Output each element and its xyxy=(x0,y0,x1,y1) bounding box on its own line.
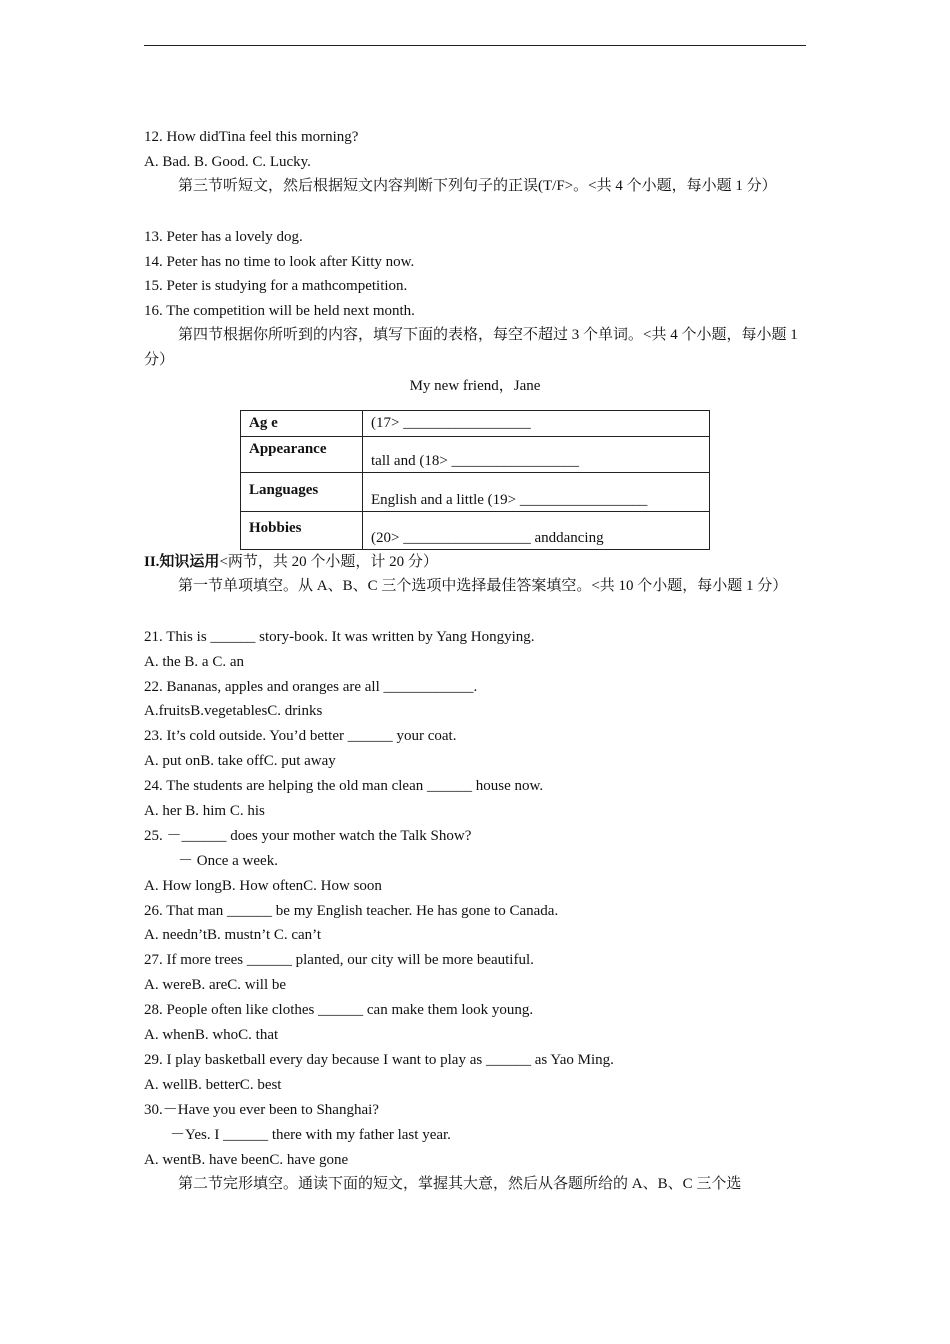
appearance-blank: tall and (18> _________________ xyxy=(363,437,710,473)
question-24-options: A. her B. him C. his xyxy=(144,803,265,819)
section-3-instructions: 第三节听短文，然后根据短文内容判断下列句子的正误(T/F>。<共 4 个小题，每小题 1 分） xyxy=(178,178,777,194)
question-23-options: A. put onB. take offC. put away xyxy=(144,753,336,769)
question-30: 30.－Have you ever been to Shanghai? xyxy=(144,1102,379,1118)
question-30-options: A. wentB. have beenC. have gone xyxy=(144,1152,349,1168)
header-rule xyxy=(144,45,806,46)
question-21: 21. This is ______ story-book. It was written by Yang Hongying. xyxy=(144,629,535,645)
question-26-options: A. needn’tB. mustn’t C. can’t xyxy=(144,927,322,943)
part-2-heading xyxy=(144,553,438,571)
question-23: 23. It’s cold outside. You’d better ______ your coat. xyxy=(144,728,457,744)
question-27: 27. If more trees ______ planted, our city will be more beautiful. xyxy=(144,952,534,968)
question-12-options: A. Bad. B. Good. C. Lucky. xyxy=(144,154,311,170)
languages-label: Languages xyxy=(241,473,363,512)
question-21-options: A. the B. a C. an xyxy=(144,654,244,670)
question-16: 16. The competition will be held next month. xyxy=(144,303,415,319)
question-26: 26. That man ______ be my English teacher. He has gone to Canada. xyxy=(144,903,559,919)
appearance-label: Appearance xyxy=(241,437,363,473)
question-29: 29. I play basketball every day because I want to play as ______ as Yao Ming. xyxy=(144,1052,614,1068)
question-13: 13. Peter has a lovely dog. xyxy=(144,229,303,245)
question-30-response: －Yes. I ______ there with my father last year. xyxy=(170,1127,451,1143)
question-25-options: A. How longB. How oftenC. How soon xyxy=(144,878,382,894)
question-28: 28. People often like clothes ______ can make them look young. xyxy=(144,1002,534,1018)
question-28-options: A. whenB. whoC. that xyxy=(144,1027,279,1043)
table-title: My new friend，Jane xyxy=(409,378,541,394)
age-label: Ag e xyxy=(241,411,363,437)
question-12: 12. How didTina feel this morning? xyxy=(144,129,359,145)
section-4-instructions: 第四节根据你所听到的内容，填写下面的表格，每空不超过 3 个单词。<共 4 个小题，每小题 1 分） xyxy=(144,327,798,368)
table-row xyxy=(241,411,710,437)
question-29-options: A. wellB. betterC. best xyxy=(144,1077,282,1093)
age-blank: (17> _________________ xyxy=(363,411,710,437)
question-14: 14. Peter has no time to look after Kitty now. xyxy=(144,254,415,270)
table-row xyxy=(241,473,710,512)
question-15: 15. Peter is studying for a mathcompetition. xyxy=(144,278,408,294)
table-row xyxy=(241,437,710,473)
languages-blank: English and a little (19> _________________ xyxy=(363,473,710,512)
part-2-note: <两节，共 20 个小题，计 20 分） xyxy=(219,554,438,570)
section-2-instructions: 第二节完形填空。通读下面的短文，掌握其大意，然后从各题所给的 A、B、C 三个选 xyxy=(178,1176,742,1192)
info-table xyxy=(240,410,710,550)
question-25: 25. －______ does your mother watch the Talk Show? xyxy=(144,828,472,844)
part-2-title: II.知识运用 xyxy=(144,554,220,570)
section-1-instructions: 第一节单项填空。从 A、B、C 三个选项中选择最佳答案填空。<共 10 个小题，每小题 1 分） xyxy=(178,578,788,594)
question-25-response: － Once a week. xyxy=(178,853,278,869)
question-22: 22. Bananas, apples and oranges are all ____________. xyxy=(144,679,478,695)
table-row xyxy=(241,512,710,550)
hobbies-blank: (20> _________________ anddancing xyxy=(363,512,710,550)
question-27-options: A. wereB. areC. will be xyxy=(144,977,287,993)
question-22-options: A.fruitsB.vegetablesC. drinks xyxy=(144,703,323,719)
hobbies-label: Hobbies xyxy=(241,512,363,550)
question-24: 24. The students are helping the old man clean ______ house now. xyxy=(144,778,544,794)
